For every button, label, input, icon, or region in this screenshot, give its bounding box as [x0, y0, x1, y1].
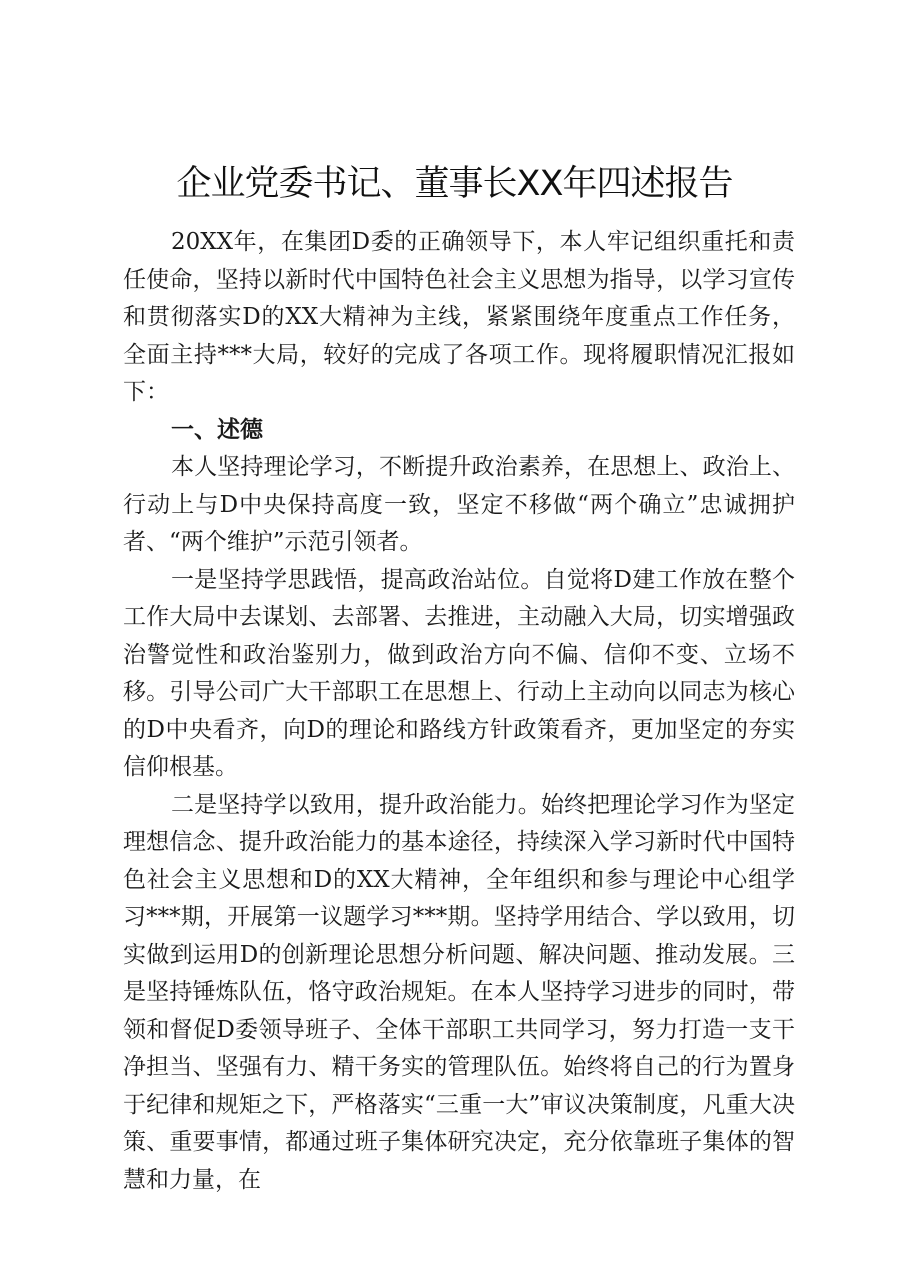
- paragraph-point-one: 一是坚持学思践悟，提高政治站位。自觉将D建工作放在整个工作大局中去谋划、去部署、去推进，主动融入大局，切实增强政治警觉性和政治鉴别力，做到政治方向不偏、信仰不变、立场不移。引导公司广大干部职工在思想上、行动上主动向以同志为核心的D中央看齐，向D的理论和路线方针政策看齐，更加坚定的夯实信仰根基。: [123, 566, 795, 780]
- paragraph-intro: 20XX年，在集团D委的正确领导下，本人牢记组织重托和责任使命，坚持以新时代中国特色社会主义思想为指导，以学习宣传和贯彻落实D的XX大精神为主线，紧紧围绕年度重点工作任务，全面主持***大局，较好的完成了各项工作。现将履职情况汇报如下：: [123, 229, 795, 405]
- section-heading-shude: 一、述德: [171, 416, 263, 443]
- paragraph-point-two: 二是坚持学以致用，提升政治能力。始终把理论学习作为坚定理想信念、提升政治能力的基本途径，持续深入学习新时代中国特色社会主义思想和D的XX大精神，全年组织和参与理论中心组学习***期，开展第一议题学习***期。坚持学用结合、学以致用，切实做到运用D的创新理论思想分析问题、解决问题、推动发展。三是坚持锤炼队伍，恪守政治规矩。在本人坚持学习进步的同时，带领和督促D委领导班子、全体干部职工共同学习，努力打造一支干净担当、坚强有力、精干务实的管理队伍。始终将自己的行为置身于纪律和规矩之下，严格落实“三重一大”审议决策制度，凡重大决策、重要事情，都通过班子集体研究决定，充分依靠班子集体的智慧和力量，在: [123, 791, 795, 1193]
- document-title: 企业党委书记、董事长XX年四述报告: [176, 164, 733, 204]
- paragraph-shude-summary: 本人坚持理论学习，不断提升政治素养，在思想上、政治上、行动上与D中央保持高度一致，坚定不移做“两个确立”忠诚拥护者、“两个维护”示范引领者。: [123, 454, 795, 555]
- document-body: [123, 224, 795, 1199]
